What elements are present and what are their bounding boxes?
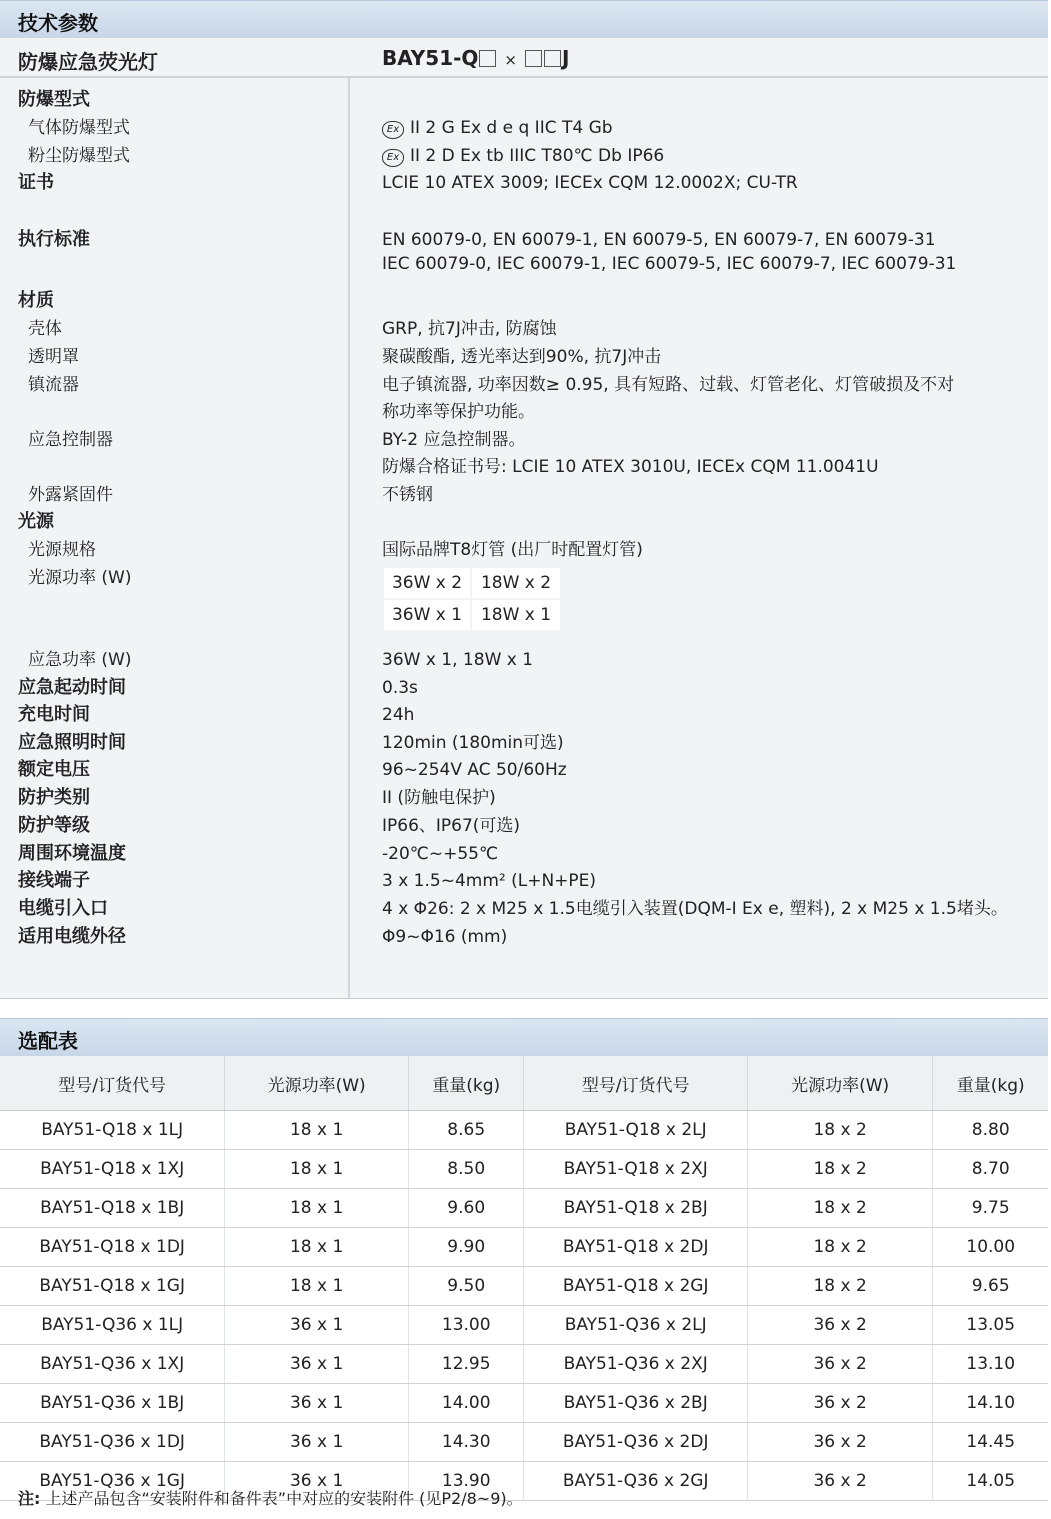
product-name: 防爆应急荧光灯	[18, 50, 158, 74]
spec-value	[382, 677, 418, 699]
spec-value	[382, 539, 643, 561]
spec-value-text: 0.3s	[382, 678, 418, 698]
spec-value	[382, 172, 798, 194]
power-cell: 36W x 1	[383, 599, 471, 631]
spec-value	[382, 145, 664, 167]
table-cell: 9.75	[933, 1189, 1048, 1228]
spec-value	[382, 429, 525, 451]
model-times: ×	[504, 51, 517, 69]
table-cell: BAY51-Q36 x 2XJ	[524, 1345, 747, 1384]
spec-value-text: -20℃~+55℃	[382, 844, 499, 864]
table-row	[0, 1189, 1048, 1228]
spec-section-title: 技术参数	[18, 11, 98, 35]
table-cell: 14.45	[933, 1423, 1048, 1462]
table-cell: BAY51-Q36 x 1GJ	[0, 1462, 225, 1501]
spec-value	[382, 484, 433, 506]
spec-sublabel: 应急控制器	[28, 430, 113, 450]
table-cell: 18 x 1	[225, 1150, 409, 1189]
table-cell: BAY51-Q18 x 2GJ	[524, 1267, 747, 1306]
footnote-text: 上述产品包含“安装附件和备件表”中对应的安装附件 (见P2/8~9)。	[40, 1489, 523, 1508]
table-cell: 14.30	[408, 1423, 524, 1462]
spec-value	[382, 759, 567, 781]
spec-value	[382, 732, 564, 754]
power-row	[383, 567, 561, 599]
spec-value-text: 称功率等保护功能。	[382, 402, 535, 422]
col-header-power: 光源功率(W)	[747, 1056, 933, 1111]
table-cell: 18 x 1	[225, 1111, 409, 1150]
spec-value	[382, 815, 520, 837]
table-cell: 12.95	[408, 1345, 524, 1384]
spec-value	[382, 318, 557, 340]
table-cell: BAY51-Q18 x 2LJ	[524, 1111, 747, 1150]
table-cell: BAY51-Q36 x 1DJ	[0, 1423, 225, 1462]
spec-label: 电缆引入口	[18, 898, 108, 919]
model-placeholder-box	[544, 50, 561, 67]
power-cell: 18W x 2	[471, 567, 561, 599]
spec-value-text: 电子镇流器, 功率因数≥ 0.95, 具有短路、过载、灯管老化、灯管破损及不对	[382, 375, 955, 395]
table-cell: BAY51-Q18 x 2BJ	[524, 1189, 747, 1228]
table-row	[0, 1423, 1048, 1462]
product-row-divider	[0, 76, 1048, 78]
table-cell: 36 x 1	[225, 1384, 409, 1423]
table-cell: 13.10	[933, 1345, 1048, 1384]
table-cell: 9.65	[933, 1267, 1048, 1306]
table-cell: 9.60	[408, 1189, 524, 1228]
spec-value-text: 3 x 1.5~4mm² (L+N+PE)	[382, 871, 597, 891]
spec-section-header	[0, 0, 1048, 39]
light-power-table	[382, 566, 562, 632]
table-cell: 14.05	[933, 1462, 1048, 1501]
table-cell: 36 x 1	[225, 1345, 409, 1384]
col-header-weight: 重量(kg)	[408, 1056, 524, 1111]
spec-label: 周围环境温度	[18, 843, 126, 864]
footnote-prefix: 注:	[18, 1489, 41, 1508]
spec-value-text: LCIE 10 ATEX 3009; IECEx CQM 12.0002X; CU-TR	[382, 173, 798, 193]
table-row	[0, 1111, 1048, 1150]
spec-value-text: IP66、IP67(可选)	[382, 816, 521, 836]
spec-value-text: IEC 60079-0, IEC 60079-1, IEC 60079-5, IEC 60079-7, IEC 60079-31	[382, 254, 957, 274]
table-cell: BAY51-Q18 x 2DJ	[524, 1228, 747, 1267]
spec-value	[382, 704, 414, 726]
spec-value	[382, 898, 1008, 920]
spec-sublabel: 透明罩	[28, 347, 79, 367]
spec-value	[382, 374, 954, 396]
col-header-weight: 重量(kg)	[933, 1056, 1048, 1111]
table-cell: 18 x 2	[747, 1189, 933, 1228]
table-row	[0, 1306, 1048, 1345]
spec-value-text: 防爆合格证书号: LCIE 10 ATEX 3010U, IECEx CQM 11.0041U	[382, 457, 879, 477]
selection-table	[0, 1056, 1048, 1501]
spec-value-text: 36W x 1, 18W x 1	[382, 650, 534, 670]
spec-value-text: 不锈钢	[382, 485, 433, 505]
table-cell: BAY51-Q36 x 2GJ	[524, 1462, 747, 1501]
table-cell: 14.10	[933, 1384, 1048, 1423]
spec-sublabel: 光源功率 (W)	[28, 568, 132, 588]
power-row	[383, 599, 561, 631]
table-cell: BAY51-Q36 x 1LJ	[0, 1306, 225, 1345]
table-cell: 36 x 1	[225, 1423, 409, 1462]
spec-sublabel: 应急功率 (W)	[28, 650, 132, 670]
spec-label: 执行标准	[18, 229, 90, 250]
table-cell: 36 x 1	[225, 1462, 409, 1501]
spec-value	[382, 926, 507, 948]
ex-mark-icon: Ex	[382, 121, 404, 139]
spec-value	[382, 346, 661, 368]
table-cell: BAY51-Q36 x 1BJ	[0, 1384, 225, 1423]
model-prefix: BAY51-Q	[382, 46, 479, 70]
spec-value-text: GRP, 抗7J冲击, 防腐蚀	[382, 319, 557, 339]
spec-value-text: 120min (180min可选)	[382, 733, 564, 753]
spec-value	[382, 870, 596, 892]
col-header-model: 型号/订货代号	[0, 1056, 225, 1111]
power-cell: 36W x 2	[383, 567, 471, 599]
table-cell: 18 x 2	[747, 1150, 933, 1189]
table-cell: 8.65	[408, 1111, 524, 1150]
selection-section-header	[0, 1018, 1048, 1057]
table-cell: 9.90	[408, 1228, 524, 1267]
table-cell: 10.00	[933, 1228, 1048, 1267]
spec-value-text: 聚碳酸酯, 透光率达到90%, 抗7J冲击	[382, 347, 662, 367]
table-cell: BAY51-Q36 x 2DJ	[524, 1423, 747, 1462]
table-cell: 13.90	[408, 1462, 524, 1501]
spec-sublabel: 光源规格	[28, 540, 96, 560]
table-cell: 8.80	[933, 1111, 1048, 1150]
spec-label: 防护类别	[18, 787, 90, 808]
table-cell: 18 x 1	[225, 1189, 409, 1228]
spec-value	[382, 649, 533, 671]
spec-value-text: II 2 D Ex tb IIIC T80℃ Db IP66	[410, 146, 665, 166]
table-cell: 14.00	[408, 1384, 524, 1423]
spec-value-text: II 2 G Ex d e q IIC T4 Gb	[410, 118, 613, 138]
table-cell: 18 x 1	[225, 1228, 409, 1267]
spec-label: 额定电压	[18, 759, 90, 780]
table-cell: BAY51-Q18 x 2XJ	[524, 1150, 747, 1189]
power-cell: 18W x 1	[471, 599, 561, 631]
table-row	[0, 1228, 1048, 1267]
spec-label: 光源	[18, 511, 54, 532]
column-divider	[348, 78, 350, 998]
spec-label: 充电时间	[18, 704, 90, 725]
table-cell: BAY51-Q36 x 2BJ	[524, 1384, 747, 1423]
table-row	[0, 1384, 1048, 1423]
spec-value-text: Φ9~Φ16 (mm)	[382, 927, 508, 947]
table-row	[0, 1345, 1048, 1384]
table-cell: BAY51-Q36 x 1XJ	[0, 1345, 225, 1384]
table-cell: BAY51-Q18 x 1BJ	[0, 1189, 225, 1228]
spec-sublabel: 壳体	[28, 319, 62, 339]
table-row	[0, 1267, 1048, 1306]
spec-value-text: 国际品牌T8灯管 (出厂时配置灯管)	[382, 540, 643, 560]
spec-value-text: II (防触电保护)	[382, 788, 496, 808]
table-cell: BAY51-Q18 x 1DJ	[0, 1228, 225, 1267]
table-cell: 36 x 2	[747, 1306, 933, 1345]
table-cell: 36 x 2	[747, 1423, 933, 1462]
table-cell: 18 x 2	[747, 1228, 933, 1267]
table-cell: BAY51-Q36 x 2LJ	[524, 1306, 747, 1345]
spec-value	[382, 253, 956, 275]
spec-value-text: EN 60079-0, EN 60079-1, EN 60079-5, EN 60079-7, EN 60079-31	[382, 230, 936, 250]
table-cell: 18 x 1	[225, 1267, 409, 1306]
table-cell: 9.50	[408, 1267, 524, 1306]
col-header-model: 型号/订货代号	[524, 1056, 747, 1111]
ex-mark-icon: Ex	[382, 149, 404, 167]
spec-sublabel: 镇流器	[28, 375, 79, 395]
spec-sublabel: 外露紧固件	[28, 485, 113, 505]
table-cell: BAY51-Q18 x 1LJ	[0, 1111, 225, 1150]
product-model	[382, 46, 569, 70]
spec-label: 应急照明时间	[18, 732, 126, 753]
spec-value-text: 96~254V AC 50/60Hz	[382, 760, 567, 780]
spec-label: 应急起动时间	[18, 677, 126, 698]
table-cell: 18 x 2	[747, 1267, 933, 1306]
spec-label: 防爆型式	[18, 89, 90, 110]
spec-sublabel: 粉尘防爆型式	[28, 146, 130, 166]
spec-value	[382, 229, 936, 251]
table-cell: 8.70	[933, 1150, 1048, 1189]
spec-value	[382, 787, 496, 809]
table-cell: BAY51-Q18 x 1XJ	[0, 1150, 225, 1189]
spec-sublabel: 气体防爆型式	[28, 118, 130, 138]
spec-value	[382, 117, 613, 139]
table-cell: 36 x 2	[747, 1345, 933, 1384]
table-cell: 8.50	[408, 1150, 524, 1189]
spec-label: 证书	[18, 172, 54, 193]
table-cell: 36 x 2	[747, 1462, 933, 1501]
spec-value-text: 4 x Φ26: 2 x M25 x 1.5电缆引入装置(DQM-I Ex e, 塑料), 2 x M25 x 1.5堵头。	[382, 899, 1008, 919]
spec-label: 适用电缆外径	[18, 926, 126, 947]
table-cell: 36 x 2	[747, 1384, 933, 1423]
model-placeholder-box	[479, 50, 496, 67]
model-suffix: J	[561, 46, 570, 70]
spec-value	[382, 456, 879, 478]
table-cell: 13.00	[408, 1306, 524, 1345]
footnote	[18, 1486, 523, 1509]
selection-section-title: 选配表	[18, 1029, 78, 1053]
spec-label: 接线端子	[18, 870, 90, 891]
table-cell: 18 x 2	[747, 1111, 933, 1150]
table-row	[0, 1150, 1048, 1189]
spec-value-text: 24h	[382, 705, 415, 725]
spec-label: 材质	[18, 290, 54, 311]
spec-value	[382, 843, 498, 865]
col-header-power: 光源功率(W)	[225, 1056, 409, 1111]
spec-label: 防护等级	[18, 815, 90, 836]
selection-header-row	[0, 1056, 1048, 1111]
spec-value-text: BY-2 应急控制器。	[382, 430, 526, 450]
table-cell: 36 x 1	[225, 1306, 409, 1345]
spec-value	[382, 401, 535, 423]
table-cell: 13.05	[933, 1306, 1048, 1345]
table-cell: BAY51-Q18 x 1GJ	[0, 1267, 225, 1306]
model-placeholder-box	[525, 50, 542, 67]
